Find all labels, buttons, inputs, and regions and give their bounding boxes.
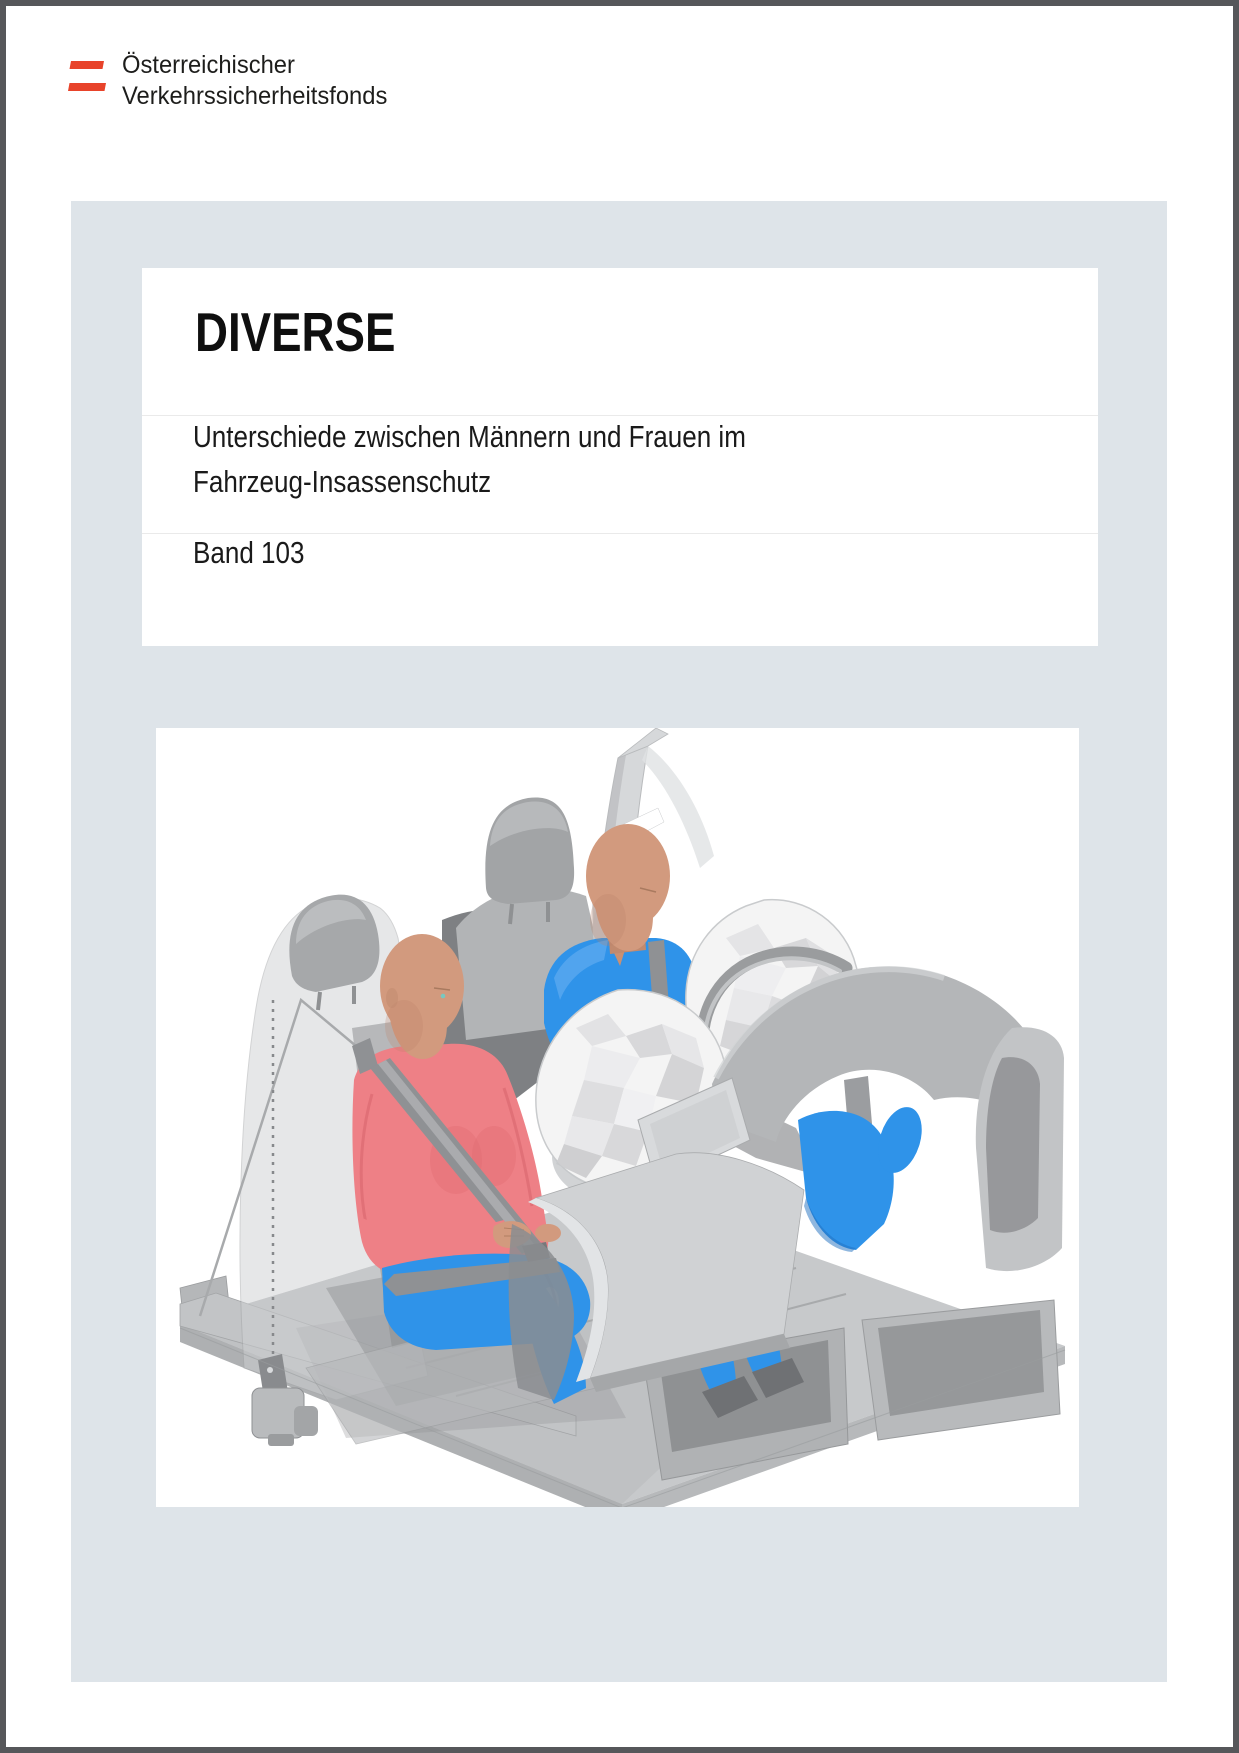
- cover-panel: [71, 201, 1167, 1682]
- cover-illustration: [156, 728, 1079, 1507]
- crash-test-simulation-illustration: [156, 728, 1079, 1507]
- subtitle-line-2: Fahrzeug-Insassenschutz: [193, 464, 492, 499]
- male-thigh: [798, 1111, 894, 1250]
- subtitle-line-1: Unterschiede zwischen Männern und Frauen im: [193, 419, 746, 454]
- title-box: [142, 268, 1098, 646]
- austria-flag-icon: [68, 61, 106, 92]
- logo-line-1: Österreichischer: [122, 51, 295, 79]
- volume-label: Band 103: [193, 535, 305, 570]
- flag-bar-top: [70, 61, 105, 69]
- report-title: DIVERSE: [195, 301, 396, 363]
- flag-bar-bottom: [68, 83, 106, 91]
- report-subtitle: [193, 414, 851, 504]
- female-eye: [441, 994, 446, 999]
- logo-line-2: Verkehrssicherheitsfonds: [122, 82, 388, 110]
- logo-org-name: [122, 50, 401, 112]
